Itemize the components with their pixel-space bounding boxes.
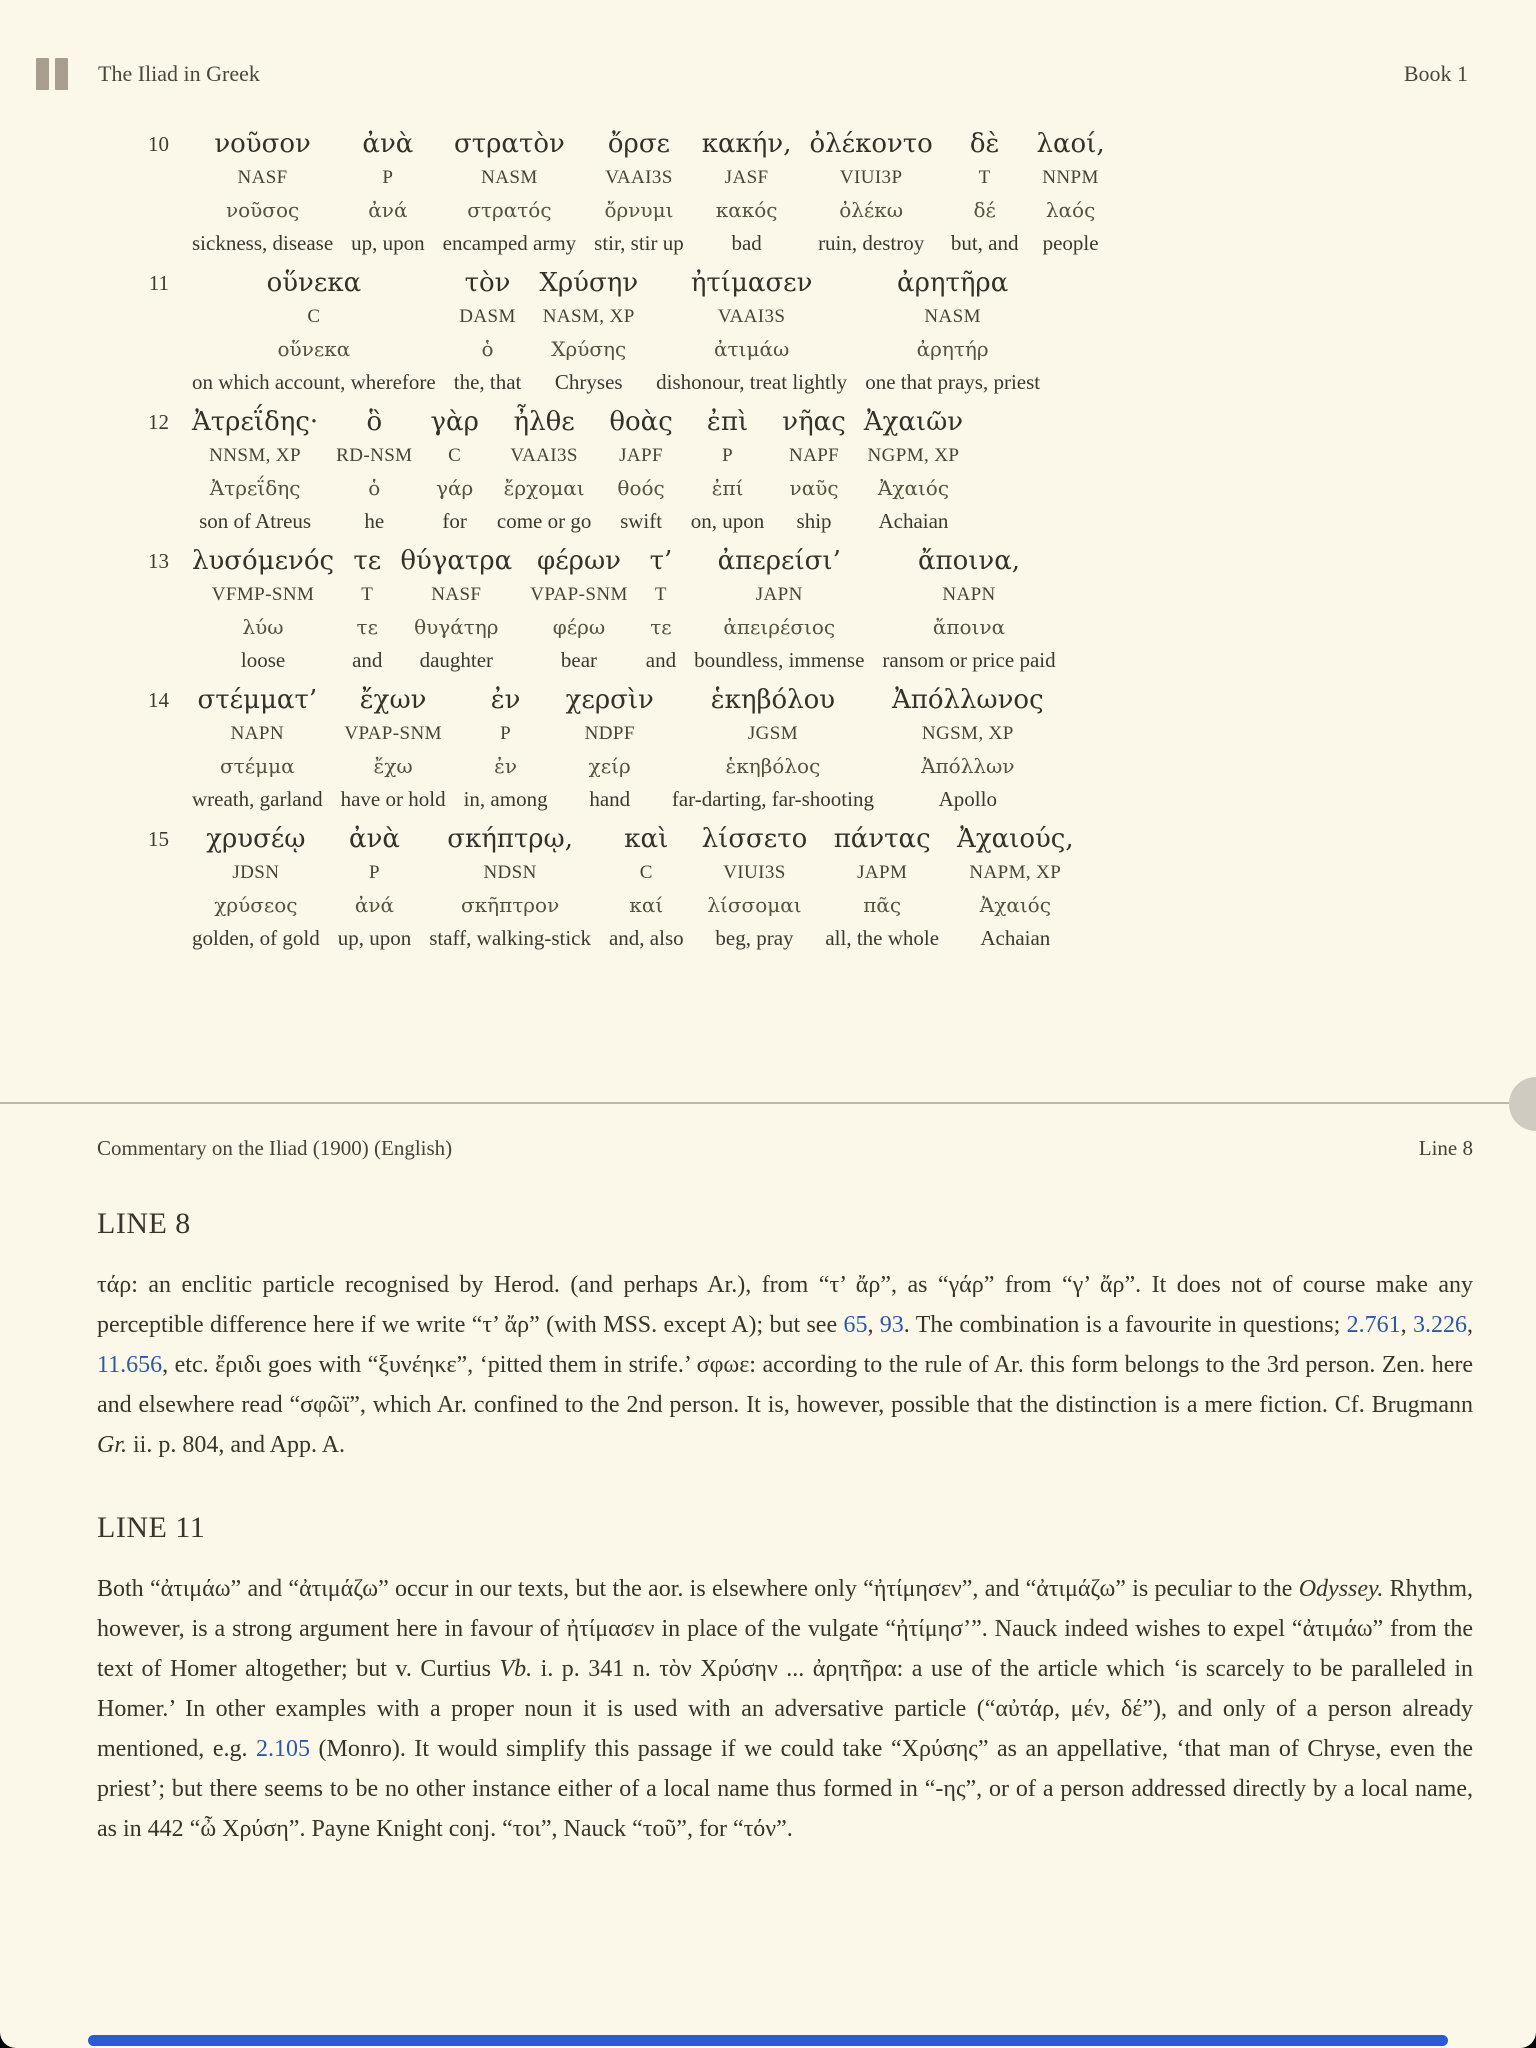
word-column[interactable] — [585, 126, 693, 261]
lemma: δέ — [973, 198, 996, 222]
commentary-line-indicator: Line 8 — [1418, 1136, 1473, 1160]
columns-icon — [55, 58, 68, 90]
line-number: 11 — [148, 271, 169, 295]
parse-code: T — [361, 584, 374, 605]
greek-word: τὸν — [464, 268, 511, 298]
greek-word: ἐν — [490, 685, 521, 715]
word-column[interactable] — [530, 265, 647, 400]
lemma: στρατός — [467, 198, 552, 222]
word-column[interactable] — [445, 265, 531, 400]
greek-word: χερσὶν — [565, 685, 654, 715]
section-paragraph — [97, 1569, 1473, 1849]
parse-code: JASF — [724, 167, 769, 188]
greek-word: χρυσέῳ — [206, 824, 306, 854]
greek-word: ὄρσε — [607, 129, 671, 159]
word-column[interactable] — [816, 821, 948, 956]
line-words — [183, 543, 1065, 678]
greek-word: νῆας — [782, 407, 846, 437]
lemma: ἀνά — [354, 893, 395, 917]
paragraph-text: , — [867, 1312, 880, 1338]
english-gloss: sickness, disease — [192, 231, 334, 255]
word-column[interactable] — [455, 682, 557, 817]
lemma: Χρύσης — [551, 337, 627, 361]
parse-code: P — [369, 862, 380, 883]
lemma: φέρω — [552, 615, 606, 639]
word-column[interactable] — [434, 126, 586, 261]
english-gloss: up, upon — [351, 231, 425, 255]
interlinear-lines — [97, 126, 1506, 960]
word-column[interactable] — [557, 682, 663, 817]
word-column[interactable] — [942, 126, 1028, 261]
parse-code: NAPN — [230, 723, 284, 744]
parse-code: NASF — [237, 167, 288, 188]
lemma: στέμμα — [220, 754, 295, 778]
document-title: The Iliad in Greek — [98, 61, 260, 86]
word-column[interactable] — [883, 682, 1053, 817]
word-column[interactable] — [343, 543, 391, 678]
commentary-source-title: Commentary on the Iliad (1900) (English) — [97, 1136, 453, 1160]
english-gloss: up, upon — [337, 926, 412, 950]
greek-word: λίσσετο — [701, 824, 808, 854]
parse-code: NNPM — [1042, 167, 1099, 188]
reference-link[interactable]: 93 — [879, 1312, 904, 1338]
paragraph-text: Rhythm, however, is a strong argument here in favour of ἠτίμασεν in place of the vulgate “ἠτίμησ’”. Nauck indeed wishes to expel “ἀτιμάω” from the text of Homer altogether; but v. Curtius — [97, 1576, 1473, 1682]
section-heading: LINE 8 — [97, 1207, 191, 1240]
line-number: 10 — [148, 132, 169, 156]
greek-word: ἀνὰ — [362, 129, 414, 159]
lemma: ναῦς — [789, 476, 839, 500]
greek-word: θύγατρα — [400, 546, 513, 576]
lemma: ἀρητήρ — [916, 337, 989, 361]
english-gloss: but, and — [950, 231, 1019, 255]
word-column[interactable] — [693, 126, 801, 261]
word-column[interactable] — [488, 404, 600, 539]
parse-code: NDSN — [483, 862, 537, 883]
parse-code: NASM — [481, 167, 538, 188]
interlinear-line — [97, 821, 1506, 956]
english-gloss: encamped army — [442, 231, 577, 255]
interlinear-line — [97, 543, 1506, 678]
greek-word: φέρων — [536, 546, 621, 576]
english-gloss: loose — [240, 648, 286, 672]
line-words — [183, 682, 1053, 817]
greek-word: πάντας — [833, 824, 931, 854]
lemma: οὕνεκα — [277, 337, 351, 361]
word-column[interactable] — [600, 821, 693, 956]
parse-code: VIUI3S — [723, 862, 786, 883]
greek-word: ἐπὶ — [706, 407, 749, 437]
commentary-pane[interactable] — [0, 1104, 1536, 2048]
greek-word: ἀνὰ — [349, 824, 400, 854]
english-gloss: golden, of gold — [192, 926, 320, 950]
lemma: ὀλέκω — [839, 198, 904, 222]
lemma: λαός — [1045, 198, 1096, 222]
parse-code: C — [307, 306, 321, 327]
greek-word: Ἀτρεΐδης· — [192, 407, 319, 437]
english-gloss: for — [442, 509, 467, 533]
word-column[interactable] — [421, 404, 487, 539]
english-gloss: come or go — [496, 509, 592, 533]
english-gloss: daughter — [419, 648, 494, 672]
greek-word: καὶ — [624, 824, 669, 854]
greek-word: δὲ — [969, 129, 1000, 159]
lemma: ἀνά — [368, 198, 408, 222]
greek-word: ἦλθε — [513, 407, 575, 437]
greek-word: οὕνεκα — [266, 268, 362, 298]
reference-link[interactable]: 65 — [843, 1312, 868, 1338]
word-column[interactable] — [183, 126, 342, 261]
word-column[interactable] — [856, 265, 1049, 400]
view-toggle-button[interactable] — [36, 58, 68, 90]
lemma: λύω — [242, 615, 284, 639]
greek-word: στέμματ’ — [197, 685, 318, 715]
lemma: τε — [356, 615, 378, 639]
parse-code: JAPN — [755, 584, 803, 605]
parse-code: NDPF — [584, 723, 635, 744]
lemma: Ἀχαιός — [877, 476, 950, 500]
greek-word: στρατὸν — [453, 129, 565, 159]
parse-code: C — [639, 862, 653, 883]
parse-code: NNSM, XP — [209, 445, 302, 466]
english-gloss: all, the whole — [825, 926, 940, 950]
line-words — [183, 404, 972, 539]
greek-word: λυσόμενός — [192, 546, 335, 576]
english-gloss: swift — [620, 509, 663, 533]
english-gloss: ransom or price paid — [882, 648, 1056, 672]
parse-code: NASF — [431, 584, 482, 605]
greek-word: κακήν, — [701, 129, 792, 159]
english-gloss: and — [645, 648, 677, 672]
english-gloss: ruin, destroy — [818, 231, 925, 255]
lemma: ὄρνυμι — [604, 198, 674, 222]
parse-code: VAAI3S — [605, 167, 673, 188]
bottom-accent-bar[interactable] — [88, 2035, 1448, 2046]
reference-link[interactable]: 11.656 — [97, 1352, 163, 1378]
lemma: σκῆπτρον — [460, 893, 560, 917]
english-gloss: he — [364, 509, 385, 533]
section-paragraph — [97, 1265, 1473, 1465]
lemma: χείρ — [588, 754, 631, 778]
lemma: χρύσεος — [214, 893, 298, 917]
paragraph-text: Odyssey. — [1298, 1576, 1384, 1602]
parse-code: NGSM, XP — [921, 723, 1014, 744]
top-bar — [36, 58, 1468, 90]
paragraph-text: Gr. — [97, 1432, 128, 1458]
english-gloss: boundless, immense — [694, 648, 865, 672]
lemma: ἀπειρέσιος — [723, 615, 836, 639]
lemma: ἔρχομαι — [503, 476, 585, 500]
commentary-sections — [97, 1207, 1473, 1849]
lemma: θοός — [617, 476, 665, 500]
english-gloss: Achaian — [980, 926, 1051, 950]
english-gloss: dishonour, treat lightly — [656, 370, 848, 394]
parse-code: VAAI3S — [510, 445, 578, 466]
lemma: Ἀτρεΐδης — [209, 476, 301, 500]
english-gloss: on which account, wherefore — [192, 370, 436, 394]
word-column[interactable] — [663, 682, 883, 817]
word-column[interactable] — [391, 543, 521, 678]
line-number: 15 — [148, 827, 169, 851]
paragraph-text: Both “ἀτιμάω” and “ἀτιμάζω” occur in our texts, but the aor. is elsewhere only “ἠτίμησεν”, and “ἀτιμάζω” is peculiar to the — [97, 1576, 1299, 1602]
lemma: ἐπί — [711, 476, 744, 500]
english-gloss: and, also — [608, 926, 684, 950]
english-gloss: Apollo — [938, 787, 997, 811]
parse-code: P — [722, 445, 734, 466]
greek-word: ἔχων — [359, 685, 427, 715]
word-column[interactable] — [329, 821, 421, 956]
word-column[interactable] — [327, 404, 421, 539]
paragraph-text: (Monro). It would simplify this passage if we could take “Χρύσης” as an appellative, ‘that man of Chryse, even the priest’; but there seems to be no other instance either of a local name thus formed in “-ης”, or of a person addressed directly by a local name, as in 442 “ὦ Χρύση”. Payne Knight conj. “τοι”, Nauck “τοῦ”, for “τόν”. — [97, 1736, 1473, 1842]
word-column[interactable] — [873, 543, 1064, 678]
book-label: Book 1 — [1403, 61, 1468, 86]
word-column[interactable] — [521, 543, 637, 678]
word-column[interactable] — [1027, 126, 1113, 261]
word-column[interactable] — [332, 682, 455, 817]
greek-word: ἑκηβόλου — [710, 685, 836, 715]
greek-word: ἠτίμασεν — [690, 268, 813, 298]
lemma: πᾶς — [863, 893, 902, 917]
english-gloss: in, among — [463, 787, 548, 811]
paragraph-text: Vb. — [499, 1656, 533, 1682]
lemma: γάρ — [436, 476, 474, 500]
lemma: ὁ — [368, 476, 381, 500]
greek-word: νοῦσον — [214, 129, 311, 159]
word-column[interactable] — [342, 126, 434, 261]
paragraph-text: τάρ: an enclitic particle recognised by Herod. (and perhaps Ar.), from “τ’ ἄρ”, as “γάρ” from “γ’ ἄρ”. It does not of course make any perceptible difference here if we write “τ’ ἄρ” (with MSS. except A); but see — [97, 1272, 1473, 1338]
lemma: θυγάτηρ — [414, 615, 499, 639]
lemma: Ἀχαιός — [979, 893, 1051, 917]
line-words — [183, 821, 1083, 956]
english-gloss: bear — [560, 648, 598, 672]
parse-code: RD-NSM — [336, 445, 413, 466]
reference-link[interactable]: 2.761 — [1346, 1312, 1401, 1338]
lemma: ὁ — [481, 337, 494, 361]
parse-code: VPAP-SNM — [344, 723, 442, 744]
line-words — [183, 126, 1114, 261]
paragraph-text: , — [1467, 1312, 1473, 1338]
parse-code: T — [978, 167, 991, 188]
greek-word: τ’ — [649, 546, 673, 576]
lemma: ἔχω — [373, 754, 413, 778]
greek-word: ὃ — [366, 407, 383, 437]
lemma: Ἀπόλλων — [921, 754, 1015, 778]
parse-code: VFMP-SNM — [211, 584, 315, 605]
section-heading: LINE 11 — [97, 1511, 206, 1544]
word-column[interactable] — [183, 821, 329, 956]
word-column[interactable] — [647, 265, 856, 400]
paragraph-text: , etc. ἔριδι goes with “ξυνέηκε”, ‘pitted them in strife.’ σφωε: according to the rule of Ar. this form belongs to the 3rd person. Zen. here and elsewhere read “σφῶϊ”, which Ar. confined to the 2nd person. It is, however, possible that the distinction is a mere fiction. Cf. Brugmann — [97, 1352, 1473, 1418]
columns-icon — [36, 58, 49, 90]
english-gloss: have or hold — [340, 787, 446, 811]
parse-code: VIUI3P — [839, 167, 903, 188]
parse-code: JDSN — [232, 862, 280, 883]
parse-code: P — [382, 167, 394, 188]
word-column[interactable] — [948, 821, 1083, 956]
lemma: κακός — [715, 198, 778, 222]
lemma: λίσσομαι — [707, 893, 802, 917]
greek-word: σκήπτρῳ, — [447, 824, 574, 854]
parse-code: VAAI3S — [717, 306, 786, 327]
english-gloss: one that prays, priest — [865, 370, 1041, 394]
word-column[interactable] — [183, 682, 332, 817]
word-column[interactable] — [855, 404, 972, 539]
paragraph-text: , — [1400, 1312, 1413, 1338]
english-gloss: people — [1042, 231, 1099, 255]
greek-word: ὀλέκοντο — [809, 129, 933, 159]
parse-code: JGSM — [747, 723, 798, 744]
greek-word: θοὰς — [609, 407, 673, 437]
reference-link[interactable]: 3.226 — [1413, 1312, 1467, 1338]
paragraph-text: ii. p. 804, and App. A. — [127, 1432, 346, 1458]
parse-code: DASM — [459, 306, 516, 327]
english-gloss: ship — [796, 509, 832, 533]
parse-code: NASM — [924, 306, 981, 327]
word-column[interactable] — [420, 821, 600, 956]
word-column[interactable] — [682, 404, 774, 539]
greek-word: Ἀπόλλωνος — [891, 685, 1044, 715]
line-number: 14 — [148, 688, 169, 712]
parse-code: VPAP-SNM — [530, 584, 628, 605]
commentary-header — [97, 1136, 1473, 1161]
lemma: ἑκηβόλος — [725, 754, 821, 778]
parse-code: NAPN — [942, 584, 996, 605]
parse-code: P — [500, 723, 512, 744]
interlinear-line — [97, 265, 1506, 400]
english-gloss: far-darting, far-shooting — [671, 787, 874, 811]
greek-word: ἀπερείσι’ — [717, 546, 841, 576]
english-gloss: the, that — [453, 370, 522, 394]
paragraph-text: i. p. 341 n. τὸν Χρύσην ... ἀρητῆρα: a use of the article which ‘is scarcely to be paralleled in Homer.’ In other examples with a proper noun it is used with an adversative particle (“αὐτάρ, μέν, δέ”), and only of a person already mentioned, e.g. — [97, 1656, 1473, 1762]
english-gloss: wreath, garland — [192, 787, 323, 811]
interlinear-line — [97, 682, 1506, 817]
english-gloss: son of Atreus — [199, 509, 312, 533]
parse-code: JAPM — [857, 862, 908, 883]
word-column[interactable] — [693, 821, 817, 956]
word-column[interactable] — [637, 543, 685, 678]
greek-word: γὰρ — [430, 407, 479, 437]
greek-word: ἄποινα, — [917, 546, 1021, 576]
parse-code: NASM, XP — [542, 306, 635, 327]
word-column[interactable] — [685, 543, 873, 678]
parse-code: T — [654, 584, 667, 605]
english-gloss: hand — [589, 787, 631, 811]
english-gloss: Chryses — [554, 370, 623, 394]
english-gloss: bad — [731, 231, 762, 255]
word-column[interactable] — [183, 404, 327, 539]
parse-code: NAPM, XP — [969, 862, 1062, 883]
greek-word: ἀρητῆρα — [897, 268, 1009, 298]
line-number: 13 — [148, 549, 169, 573]
word-column[interactable] — [183, 543, 343, 678]
english-gloss: and — [352, 648, 383, 672]
english-gloss: Achaian — [878, 509, 949, 533]
lemma: ἄποινα — [932, 615, 1006, 639]
english-gloss: staff, walking-stick — [429, 926, 591, 950]
greek-word: Χρύσην — [539, 268, 639, 298]
word-column[interactable] — [183, 265, 445, 400]
word-column[interactable] — [800, 126, 941, 261]
lemma: ἐν — [494, 754, 518, 778]
parse-code: C — [448, 445, 462, 466]
greek-word: Ἀχαιῶν — [863, 407, 964, 437]
paragraph-text: . The combination is a favourite in questions; — [903, 1312, 1347, 1338]
parse-code: JAPF — [619, 445, 663, 466]
lemma: ἀτιμάω — [714, 337, 790, 361]
reference-link[interactable]: 2.105 — [256, 1736, 311, 1762]
line-words — [183, 265, 1049, 400]
greek-word: Ἀχαιούς, — [957, 824, 1074, 854]
parse-code: NGPM, XP — [867, 445, 960, 466]
word-column[interactable] — [773, 404, 855, 539]
lemma: καί — [629, 893, 664, 917]
lemma: τε — [650, 615, 672, 639]
parse-code: NAPF — [788, 445, 840, 466]
english-gloss: stir, stir up — [594, 231, 684, 255]
greek-word: τε — [353, 546, 382, 576]
english-gloss: beg, pray — [715, 926, 794, 950]
word-column[interactable] — [600, 404, 681, 539]
interlinear-line — [97, 404, 1506, 539]
lemma: νοῦσος — [225, 198, 300, 222]
greek-word: λαοί, — [1036, 129, 1105, 159]
line-number: 12 — [148, 410, 169, 434]
english-gloss: on, upon — [690, 509, 765, 533]
interlinear-line — [97, 126, 1506, 261]
